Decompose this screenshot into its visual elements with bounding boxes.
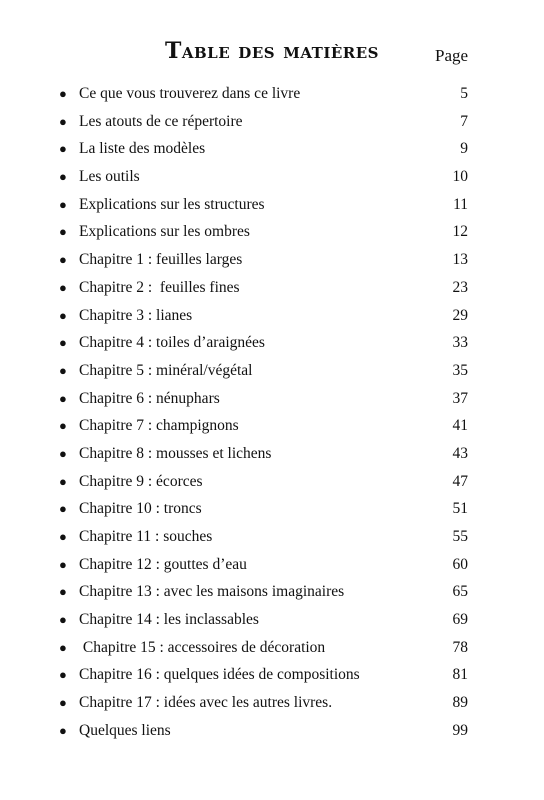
toc-entry <box>0 218 544 246</box>
bullet-icon: ● <box>59 418 67 434</box>
toc-entry <box>0 302 544 330</box>
toc-entry <box>0 412 544 440</box>
bullet-icon: ● <box>59 196 67 212</box>
toc-entry-label: Chapitre 14 : les inclassables <box>79 611 259 629</box>
toc-entry <box>0 606 544 634</box>
bullet-icon: ● <box>59 141 67 157</box>
toc-entry-page-number: 51 <box>452 500 468 518</box>
toc-entry-page-number: 11 <box>453 195 468 213</box>
bullet-icon: ● <box>59 113 67 129</box>
toc-entry-page-number: 41 <box>452 417 468 435</box>
bullet-icon: ● <box>59 722 67 738</box>
toc-entry-label: Chapitre 5 : minéral/végétal <box>79 361 253 379</box>
toc-entry-page-number: 23 <box>452 278 468 296</box>
toc-entry <box>0 661 544 689</box>
toc-entry-page-number: 10 <box>452 168 468 186</box>
toc-entry-page-number: 99 <box>452 721 468 739</box>
toc-entry <box>0 468 544 496</box>
bullet-icon: ● <box>59 86 67 101</box>
toc-entry-label: Chapitre 15 : accessoires de décoration <box>79 638 326 656</box>
toc-entry-label: Chapitre 1 : feuilles larges <box>79 251 243 269</box>
bullet-icon: ● <box>59 279 67 295</box>
bullet-icon: ● <box>59 473 67 489</box>
toc-entry-label: La liste des modèles <box>79 140 206 158</box>
toc-entry-page-number: 55 <box>452 528 468 545</box>
toc-entry-label: Chapitre 17 : idées avec les autres livres. <box>79 694 333 712</box>
toc-entry <box>0 717 544 745</box>
bullet-icon: ● <box>59 390 67 406</box>
toc-entry-label: Ce que vous trouverez dans ce livre <box>79 85 301 102</box>
toc-entry <box>0 385 544 413</box>
bullet-icon: ● <box>59 445 67 461</box>
bullet-icon: ● <box>59 224 67 240</box>
toc-entry-page-number: 69 <box>452 611 468 629</box>
toc-entry-page-number: 9 <box>460 140 468 158</box>
toc-entry-page-number: 5 <box>460 85 468 102</box>
toc-entry-page-number: 13 <box>452 251 468 269</box>
toc-entry <box>0 578 544 606</box>
bullet-icon: ● <box>59 335 67 351</box>
toc-entry <box>0 634 544 662</box>
bullet-icon: ● <box>59 639 67 655</box>
toc-entry-label: Chapitre 9 : écorces <box>79 472 203 490</box>
toc-entry-page-number: 60 <box>452 555 468 573</box>
bullet-icon: ● <box>59 169 67 185</box>
bullet-icon: ● <box>59 584 67 600</box>
bullet-icon: ● <box>59 529 67 544</box>
bullet-icon: ● <box>59 307 67 323</box>
toc-entry-label: Chapitre 7 : champignons <box>79 417 239 435</box>
page-title: Table des matières <box>164 38 380 64</box>
toc-entry-label: Chapitre 16 : quelques idées de compositions <box>79 666 360 684</box>
toc-entry <box>0 551 544 579</box>
toc-entry-label: Chapitre 10 : troncs <box>79 500 202 518</box>
toc-entry-label: Explications sur les ombres <box>79 223 250 241</box>
toc-entry <box>0 191 544 219</box>
toc-entry-label: Chapitre 13 : avec les maisons imaginaires <box>79 583 345 601</box>
toc-entry-label: Chapitre 12 : gouttes d’eau <box>79 555 247 573</box>
page-column-label: Page <box>435 46 469 65</box>
toc-entry-label: Chapitre 3 : lianes <box>79 306 193 324</box>
toc-entry <box>0 108 544 136</box>
bullet-icon: ● <box>59 501 67 517</box>
toc-entry <box>0 357 544 385</box>
bullet-icon: ● <box>59 667 67 683</box>
toc-entry-label: Chapitre 11 : souches <box>79 528 213 545</box>
toc-entry <box>0 80 544 108</box>
toc-entry-page-number: 29 <box>452 306 468 324</box>
toc-entry <box>0 163 544 191</box>
toc-entry-label: Chapitre 2 : feuilles fines <box>79 278 240 296</box>
bullet-icon: ● <box>59 695 67 711</box>
toc-entry-page-number: 89 <box>452 694 468 712</box>
toc-entry <box>0 135 544 163</box>
toc-entry-page-number: 65 <box>452 583 468 601</box>
toc-entry <box>0 523 544 551</box>
toc-entry-page-number: 33 <box>452 334 468 352</box>
toc-entry-label: Les outils <box>79 168 140 186</box>
toc-entry-page-number: 43 <box>452 444 468 462</box>
toc-entry <box>0 689 544 717</box>
toc-entry-label: Chapitre 6 : nénuphars <box>79 389 220 407</box>
bullet-icon: ● <box>59 252 67 268</box>
toc-entry-label: Les atouts de ce répertoire <box>79 112 243 130</box>
toc-entry <box>0 274 544 302</box>
toc-entry-label: Chapitre 4 : toiles d’araignées <box>79 334 265 352</box>
toc-entry-page-number: 12 <box>452 223 468 241</box>
toc-entry-page-number: 47 <box>452 472 468 490</box>
bullet-icon: ● <box>59 556 67 572</box>
bullet-icon: ● <box>59 362 67 378</box>
toc-entry-label: Quelques liens <box>79 721 171 739</box>
toc-entry-page-number: 35 <box>452 361 468 379</box>
toc-entry <box>0 246 544 274</box>
toc-entry <box>0 495 544 523</box>
toc-entry-page-number: 78 <box>452 638 468 656</box>
toc-entry-label: Explications sur les structures <box>79 195 265 213</box>
toc-entry-page-number: 81 <box>452 666 468 684</box>
toc-entry <box>0 440 544 468</box>
toc-entry-label: Chapitre 8 : mousses et lichens <box>79 444 272 462</box>
toc-entry-page-number: 7 <box>460 112 468 130</box>
toc-entry <box>0 329 544 357</box>
bullet-icon: ● <box>59 612 67 628</box>
table-of-contents <box>0 80 544 745</box>
toc-entry-page-number: 37 <box>452 389 468 407</box>
